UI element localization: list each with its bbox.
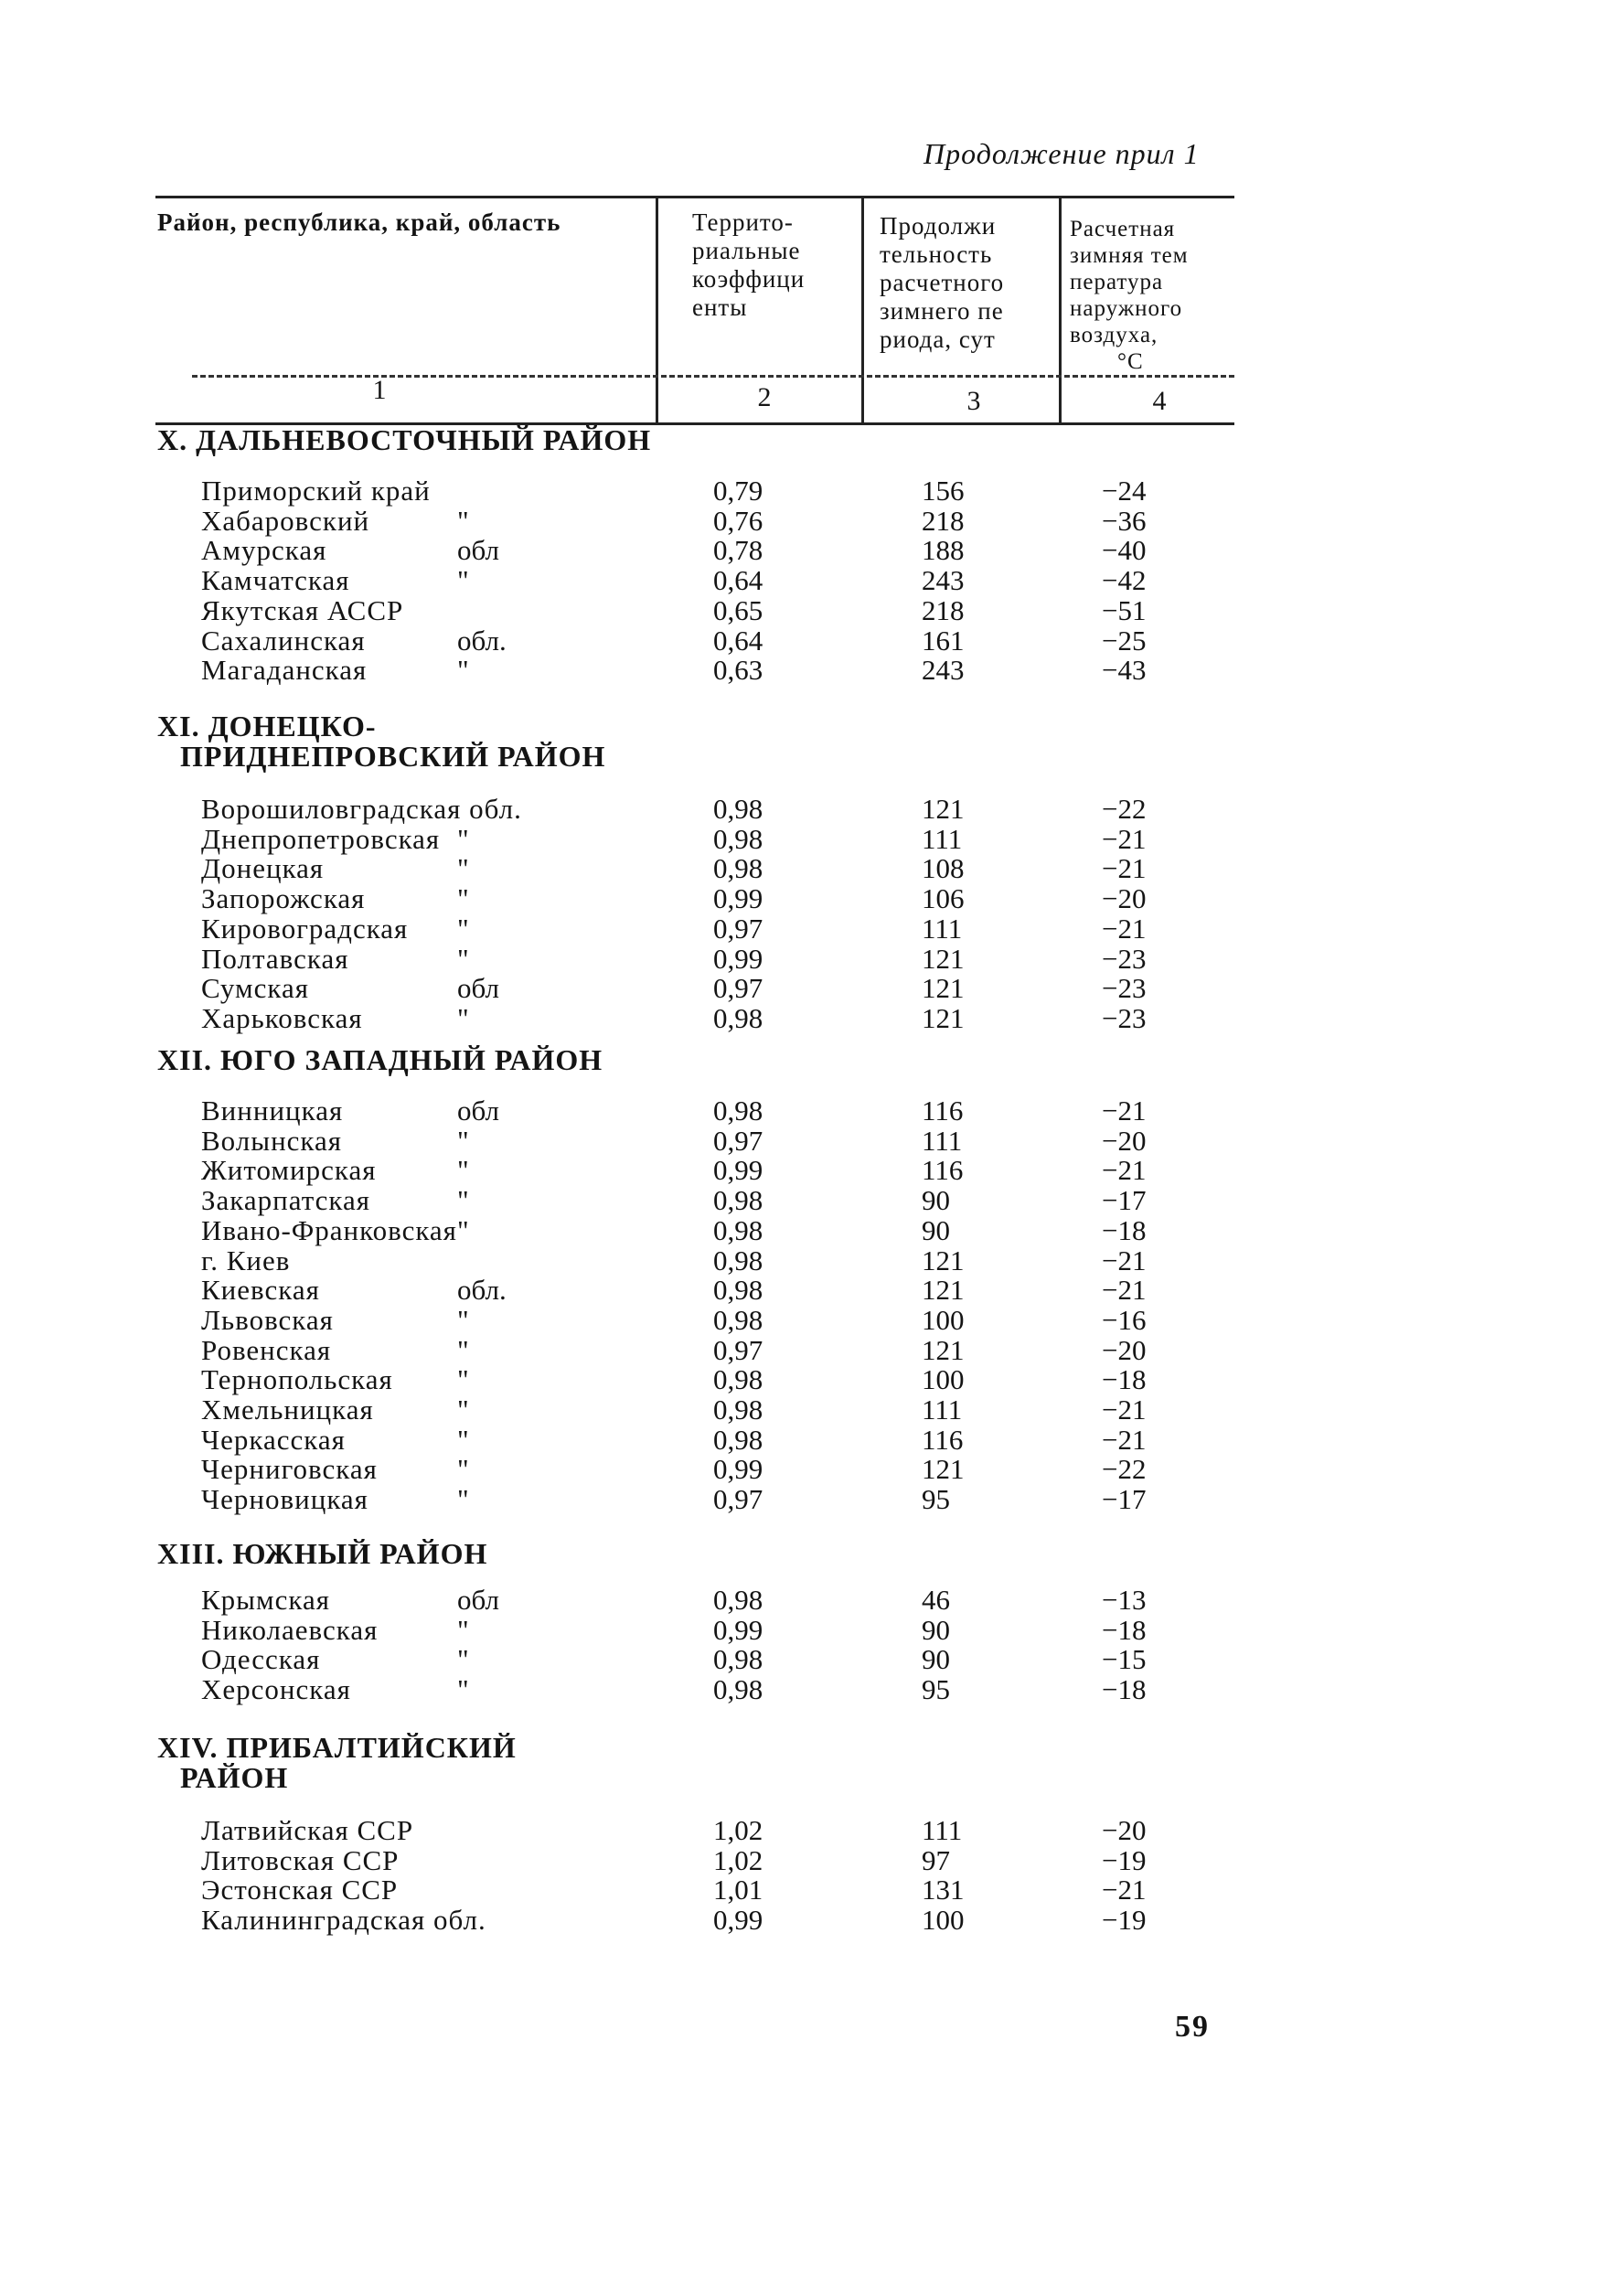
territorial-coefficient: 0,98 bbox=[713, 1184, 763, 1217]
territorial-coefficient: 0,98 bbox=[713, 793, 763, 825]
table-row bbox=[0, 1905, 1612, 1935]
design-winter-temperature: −21 bbox=[1102, 1154, 1147, 1187]
column-number-3: 3 bbox=[966, 386, 981, 416]
territorial-coefficient: 0,98 bbox=[713, 1584, 763, 1616]
heating-period-days: 90 bbox=[922, 1184, 950, 1217]
heating-period-days: 111 bbox=[922, 1394, 963, 1426]
heating-period-days: 161 bbox=[922, 624, 965, 657]
heating-period-days: 100 bbox=[922, 1904, 965, 1937]
region-name: Харьковская bbox=[201, 1001, 363, 1034]
abbrev-mark: обл bbox=[457, 1095, 499, 1127]
header-col4-line: °С bbox=[1117, 349, 1144, 374]
region-name: Одесская bbox=[201, 1643, 321, 1676]
design-winter-temperature: −24 bbox=[1102, 475, 1147, 507]
region-name: Донецкая bbox=[201, 852, 325, 885]
table-row bbox=[0, 1644, 1612, 1674]
region-name: Николаевская bbox=[201, 1613, 379, 1646]
design-winter-temperature: −18 bbox=[1102, 1613, 1147, 1646]
header-col1-text: Район, республика, край, область bbox=[157, 208, 561, 236]
territorial-coefficient: 0,98 bbox=[713, 1001, 763, 1034]
territorial-coefficient: 1,02 bbox=[713, 1814, 763, 1846]
design-winter-temperature: −19 bbox=[1102, 1904, 1147, 1937]
region-name: Ворошиловградская обл. bbox=[201, 793, 522, 825]
abbrev-mark: обл bbox=[457, 972, 499, 1005]
abbrev-mark: " bbox=[457, 1333, 469, 1366]
territorial-coefficient: 0,98 bbox=[713, 822, 763, 855]
region-name: Киевская bbox=[201, 1274, 320, 1307]
territorial-coefficient: 0,63 bbox=[713, 654, 763, 687]
table-row bbox=[0, 913, 1612, 944]
header-top-rule bbox=[155, 196, 1234, 198]
heating-period-days: 116 bbox=[922, 1154, 964, 1187]
heating-period-days: 100 bbox=[922, 1303, 965, 1336]
territorial-coefficient: 1,02 bbox=[713, 1843, 763, 1876]
table-row bbox=[0, 625, 1612, 656]
region-name: Днепропетровская bbox=[201, 822, 441, 855]
heating-period-days: 156 bbox=[922, 475, 965, 507]
table-row bbox=[0, 1874, 1612, 1905]
territorial-coefficient: 0,99 bbox=[713, 942, 763, 975]
region-name: Херсонская bbox=[201, 1673, 351, 1706]
table-row bbox=[0, 1245, 1612, 1276]
region-name: Камчатская bbox=[201, 564, 350, 597]
design-winter-temperature: −22 bbox=[1102, 1453, 1147, 1486]
design-winter-temperature: −36 bbox=[1102, 504, 1147, 537]
heating-period-days: 243 bbox=[922, 564, 965, 597]
heating-period-days: 131 bbox=[922, 1874, 965, 1906]
heating-period-days: 46 bbox=[922, 1584, 950, 1616]
design-winter-temperature: −21 bbox=[1102, 1274, 1147, 1307]
territorial-coefficient: 0,99 bbox=[713, 1154, 763, 1187]
heating-period-days: 95 bbox=[922, 1483, 950, 1516]
design-winter-temperature: −18 bbox=[1102, 1363, 1147, 1396]
region-name: г. Киев bbox=[201, 1244, 291, 1276]
heating-period-days: 121 bbox=[922, 1453, 965, 1486]
territorial-coefficient: 0,78 bbox=[713, 534, 763, 567]
region-name: Приморский край bbox=[201, 475, 431, 507]
region-name: Эстонская ССР bbox=[201, 1874, 399, 1906]
abbrev-mark: " bbox=[457, 1483, 469, 1516]
abbrev-mark: " bbox=[457, 654, 469, 687]
table-row bbox=[0, 1215, 1612, 1245]
territorial-coefficient: 0,64 bbox=[713, 564, 763, 597]
heating-period-days: 116 bbox=[922, 1423, 964, 1456]
table-row bbox=[0, 535, 1612, 565]
territorial-coefficient: 0,99 bbox=[713, 1904, 763, 1937]
header-col4 bbox=[1070, 216, 1189, 375]
region-name: Якутская АССР bbox=[201, 593, 404, 626]
region-name: Калининградская обл. bbox=[201, 1904, 486, 1937]
heating-period-days: 100 bbox=[922, 1363, 965, 1396]
heating-period-days: 108 bbox=[922, 852, 965, 885]
table-row bbox=[0, 973, 1612, 1003]
territorial-coefficient: 0,97 bbox=[713, 1483, 763, 1516]
region-name: Черкасская bbox=[201, 1423, 346, 1456]
region-name: Полтавская bbox=[201, 942, 349, 975]
design-winter-temperature: −21 bbox=[1102, 912, 1147, 945]
design-winter-temperature: −42 bbox=[1102, 564, 1147, 597]
heating-period-days: 121 bbox=[922, 1274, 965, 1307]
region-name: Житомирская bbox=[201, 1154, 377, 1187]
header-col2-line: Террито- bbox=[692, 208, 794, 236]
region-name: Ровенская bbox=[201, 1333, 332, 1366]
territorial-coefficient: 0,97 bbox=[713, 972, 763, 1005]
design-winter-temperature: −18 bbox=[1102, 1213, 1147, 1246]
table-row bbox=[0, 1185, 1612, 1215]
header-col4-line: пература bbox=[1070, 270, 1164, 294]
heating-period-days: 90 bbox=[922, 1613, 950, 1646]
territorial-coefficient: 0,98 bbox=[713, 1303, 763, 1336]
abbrev-mark: " bbox=[457, 564, 469, 597]
abbrev-mark: " bbox=[457, 1363, 469, 1396]
header-col4-line: воздуха, bbox=[1070, 323, 1158, 347]
abbrev-mark: " bbox=[457, 1453, 469, 1486]
table-row bbox=[0, 1585, 1612, 1615]
table-row bbox=[0, 655, 1612, 685]
heating-period-days: 106 bbox=[922, 882, 965, 915]
region-name: Хабаровский bbox=[201, 504, 370, 537]
territorial-coefficient: 0,98 bbox=[713, 1095, 763, 1127]
heating-period-days: 97 bbox=[922, 1843, 950, 1876]
table-row bbox=[0, 1394, 1612, 1425]
design-winter-temperature: −21 bbox=[1102, 852, 1147, 885]
abbrev-mark: " bbox=[457, 1394, 469, 1426]
page-caption: Продолжение прил 1 bbox=[923, 137, 1200, 170]
abbrev-mark: " bbox=[457, 1184, 469, 1217]
heating-period-days: 111 bbox=[922, 1124, 963, 1157]
design-winter-temperature: −21 bbox=[1102, 822, 1147, 855]
section-title: X. ДАЛЬНЕВОСТОЧНЫЙ РАЙОН bbox=[157, 423, 652, 456]
header-col2-line: риальные bbox=[692, 237, 801, 264]
header-col3-line: риода, сут bbox=[880, 326, 996, 353]
abbrev-mark: " bbox=[457, 942, 469, 975]
table-row bbox=[0, 1275, 1612, 1305]
region-name: Магаданская bbox=[201, 654, 368, 687]
abbrev-mark: " bbox=[457, 1613, 469, 1646]
design-winter-temperature: −25 bbox=[1102, 624, 1147, 657]
territorial-coefficient: 1,01 bbox=[713, 1874, 763, 1906]
region-name: Сумская bbox=[201, 972, 309, 1005]
design-winter-temperature: −18 bbox=[1102, 1673, 1147, 1706]
table-row bbox=[0, 1484, 1612, 1514]
territorial-coefficient: 0,99 bbox=[713, 1613, 763, 1646]
territorial-coefficient: 0,79 bbox=[713, 475, 763, 507]
abbrev-mark: " bbox=[457, 1124, 469, 1157]
column-number-2: 2 bbox=[757, 382, 772, 412]
region-name: Запорожская bbox=[201, 882, 366, 915]
table-row bbox=[0, 1003, 1612, 1033]
table-row bbox=[0, 565, 1612, 595]
region-name: Тернопольская bbox=[201, 1363, 393, 1396]
table-row bbox=[0, 1815, 1612, 1845]
abbrev-mark: обл. bbox=[457, 624, 507, 657]
design-winter-temperature: −17 bbox=[1102, 1483, 1147, 1516]
territorial-coefficient: 0,64 bbox=[713, 624, 763, 657]
region-name: Черновицкая bbox=[201, 1483, 368, 1516]
region-name: Литовская ССР bbox=[201, 1843, 400, 1876]
territorial-coefficient: 0,97 bbox=[713, 912, 763, 945]
region-name: Закарпатская bbox=[201, 1184, 370, 1217]
abbrev-mark: " bbox=[457, 1423, 469, 1456]
heating-period-days: 111 bbox=[922, 822, 963, 855]
region-name: Винницкая bbox=[201, 1095, 344, 1127]
header-col2 bbox=[692, 208, 805, 322]
abbrev-mark: " bbox=[457, 852, 469, 885]
region-name: Черниговская bbox=[201, 1453, 378, 1486]
header-col2-line: енты bbox=[692, 294, 748, 321]
heating-period-days: 121 bbox=[922, 972, 965, 1005]
heating-period-days: 111 bbox=[922, 1814, 963, 1846]
design-winter-temperature: −13 bbox=[1102, 1584, 1147, 1616]
abbrev-mark: " bbox=[457, 1154, 469, 1187]
territorial-coefficient: 0,98 bbox=[713, 1213, 763, 1246]
table-row bbox=[0, 475, 1612, 506]
header-col4-line: зимняя тем bbox=[1070, 243, 1189, 268]
section-title: XIII. ЮЖНЫЙ РАЙОН bbox=[157, 1537, 488, 1570]
table-row bbox=[0, 1126, 1612, 1156]
table-row bbox=[0, 1845, 1612, 1875]
abbrev-mark: " bbox=[457, 1213, 469, 1246]
table-row bbox=[0, 1674, 1612, 1704]
abbrev-mark: обл. bbox=[457, 1274, 507, 1307]
territorial-coefficient: 0,99 bbox=[713, 1453, 763, 1486]
table-row bbox=[0, 883, 1612, 913]
territorial-coefficient: 0,98 bbox=[713, 1274, 763, 1307]
abbrev-mark: " bbox=[457, 822, 469, 855]
section-title: XIV. ПРИБАЛТИЙСКИЙ bbox=[157, 1731, 517, 1764]
column-number-1: 1 bbox=[372, 375, 387, 405]
table-row bbox=[0, 595, 1612, 625]
design-winter-temperature: −21 bbox=[1102, 1095, 1147, 1127]
section-title: РАЙОН bbox=[180, 1761, 289, 1794]
table-row bbox=[0, 853, 1612, 883]
header-col-divider-3 bbox=[1059, 196, 1062, 422]
table-row bbox=[0, 1335, 1612, 1365]
region-name: Львовская bbox=[201, 1303, 334, 1336]
territorial-coefficient: 0,65 bbox=[713, 593, 763, 626]
design-winter-temperature: −21 bbox=[1102, 1244, 1147, 1276]
heating-period-days: 121 bbox=[922, 942, 965, 975]
header-col3 bbox=[880, 212, 1004, 354]
header-number-rule bbox=[192, 375, 1234, 378]
header-col4-line: Расчетная bbox=[1070, 217, 1176, 241]
region-name: Сахалинская bbox=[201, 624, 366, 657]
header-col4-line: наружного bbox=[1070, 296, 1183, 321]
heating-period-days: 90 bbox=[922, 1643, 950, 1676]
page-number: 59 bbox=[1175, 2010, 1210, 2044]
abbrev-mark: " bbox=[457, 1643, 469, 1676]
territorial-coefficient: 0,98 bbox=[713, 1423, 763, 1456]
heating-period-days: 218 bbox=[922, 504, 965, 537]
heating-period-days: 218 bbox=[922, 593, 965, 626]
section-title: XII. ЮГО ЗАПАДНЫЙ РАЙОН bbox=[157, 1043, 603, 1076]
heating-period-days: 188 bbox=[922, 534, 965, 567]
section-title: ПРИДНЕПРОВСКИЙ РАЙОН bbox=[180, 740, 606, 773]
region-name: Крымская bbox=[201, 1584, 330, 1616]
header-col3-line: тельность bbox=[880, 240, 993, 268]
table-row bbox=[0, 1155, 1612, 1185]
design-winter-temperature: −21 bbox=[1102, 1423, 1147, 1456]
abbrev-mark: обл bbox=[457, 534, 499, 567]
territorial-coefficient: 0,99 bbox=[713, 882, 763, 915]
territorial-coefficient: 0,98 bbox=[713, 1363, 763, 1396]
abbrev-mark: " bbox=[457, 1673, 469, 1706]
header-col1 bbox=[157, 208, 560, 237]
design-winter-temperature: −22 bbox=[1102, 793, 1147, 825]
table-row bbox=[0, 1425, 1612, 1455]
design-winter-temperature: −21 bbox=[1102, 1874, 1147, 1906]
table-row bbox=[0, 824, 1612, 854]
table-row bbox=[0, 1364, 1612, 1394]
heating-period-days: 111 bbox=[922, 912, 963, 945]
territorial-coefficient: 0,76 bbox=[713, 504, 763, 537]
territorial-coefficient: 0,98 bbox=[713, 852, 763, 885]
column-number-4: 4 bbox=[1152, 386, 1167, 416]
table-row bbox=[0, 944, 1612, 974]
territorial-coefficient: 0,98 bbox=[713, 1244, 763, 1276]
table-row bbox=[0, 1615, 1612, 1645]
design-winter-temperature: −17 bbox=[1102, 1184, 1147, 1217]
header-col3-line: Продолжи bbox=[880, 212, 997, 240]
territorial-coefficient: 0,98 bbox=[713, 1673, 763, 1706]
abbrev-mark: " bbox=[457, 912, 469, 945]
territorial-coefficient: 0,97 bbox=[713, 1124, 763, 1157]
design-winter-temperature: −23 bbox=[1102, 942, 1147, 975]
heating-period-days: 116 bbox=[922, 1095, 964, 1127]
region-name: Ивано-Франковская bbox=[201, 1213, 457, 1246]
region-name: Хмельницкая bbox=[201, 1394, 374, 1426]
territorial-coefficient: 0,97 bbox=[713, 1333, 763, 1366]
abbrev-mark: " bbox=[457, 1303, 469, 1336]
header-col2-line: коэффици bbox=[692, 265, 806, 293]
section-title: XI. ДОНЕЦКО- bbox=[157, 710, 377, 742]
header-col3-line: расчетного bbox=[880, 269, 1005, 296]
design-winter-temperature: −15 bbox=[1102, 1643, 1147, 1676]
region-name: Латвийская ССР bbox=[201, 1814, 414, 1846]
table-row bbox=[0, 1095, 1612, 1126]
design-winter-temperature: −43 bbox=[1102, 654, 1147, 687]
abbrev-mark: " bbox=[457, 1001, 469, 1034]
design-winter-temperature: −51 bbox=[1102, 593, 1147, 626]
design-winter-temperature: −20 bbox=[1102, 1124, 1147, 1157]
design-winter-temperature: −20 bbox=[1102, 882, 1147, 915]
design-winter-temperature: −19 bbox=[1102, 1843, 1147, 1876]
heating-period-days: 121 bbox=[922, 793, 965, 825]
design-winter-temperature: −16 bbox=[1102, 1303, 1147, 1336]
design-winter-temperature: −23 bbox=[1102, 1001, 1147, 1034]
territorial-coefficient: 0,98 bbox=[713, 1394, 763, 1426]
heating-period-days: 121 bbox=[922, 1333, 965, 1366]
abbrev-mark: " bbox=[457, 882, 469, 915]
table-row bbox=[0, 1454, 1612, 1484]
design-winter-temperature: −23 bbox=[1102, 972, 1147, 1005]
design-winter-temperature: −20 bbox=[1102, 1333, 1147, 1366]
design-winter-temperature: −20 bbox=[1102, 1814, 1147, 1846]
header-col-divider-2 bbox=[861, 196, 864, 422]
table-row bbox=[0, 794, 1612, 824]
header-col3-line: зимнего пе bbox=[880, 297, 1004, 325]
table-row bbox=[0, 506, 1612, 536]
region-name: Волынская bbox=[201, 1124, 343, 1157]
heating-period-days: 243 bbox=[922, 654, 965, 687]
heating-period-days: 121 bbox=[922, 1001, 965, 1034]
header-col-divider-1 bbox=[656, 196, 658, 422]
abbrev-mark: " bbox=[457, 504, 469, 537]
design-winter-temperature: −40 bbox=[1102, 534, 1147, 567]
heating-period-days: 121 bbox=[922, 1244, 965, 1276]
region-name: Кировоградская bbox=[201, 912, 409, 945]
heating-period-days: 95 bbox=[922, 1673, 950, 1706]
heating-period-days: 90 bbox=[922, 1213, 950, 1246]
region-name: Амурская bbox=[201, 534, 327, 567]
territorial-coefficient: 0,98 bbox=[713, 1643, 763, 1676]
design-winter-temperature: −21 bbox=[1102, 1394, 1147, 1426]
abbrev-mark: обл bbox=[457, 1584, 499, 1616]
table-row bbox=[0, 1305, 1612, 1335]
